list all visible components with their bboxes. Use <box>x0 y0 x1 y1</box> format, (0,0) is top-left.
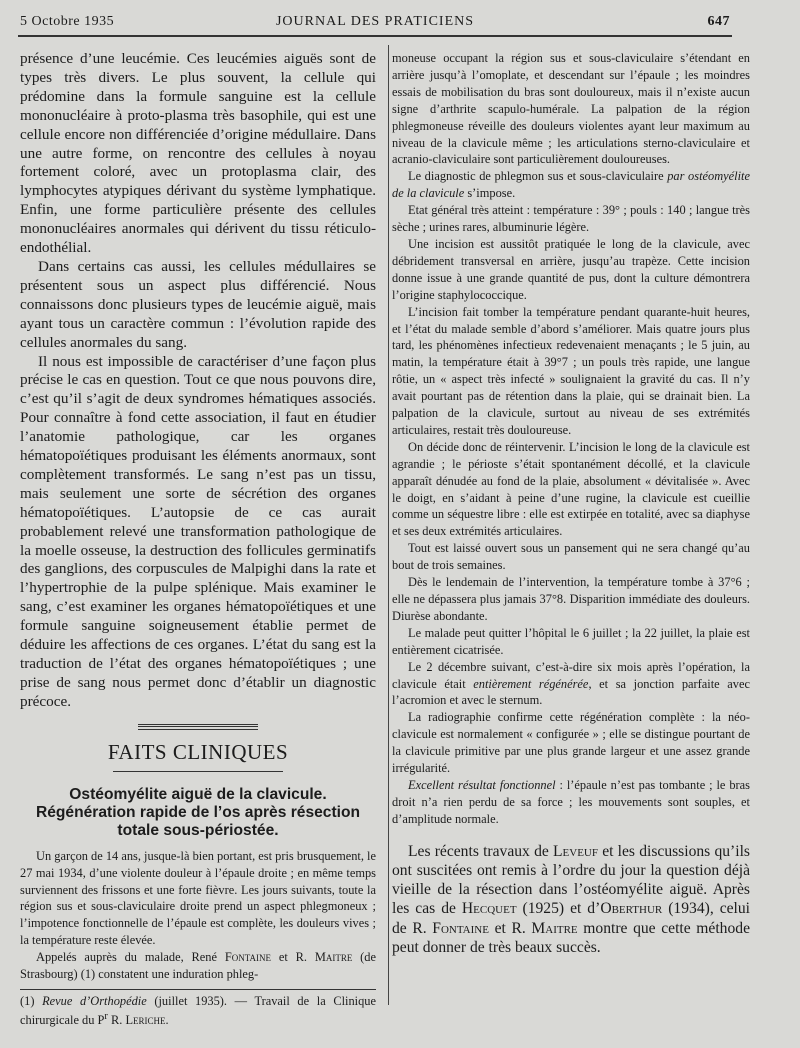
author-name: Oberthur <box>600 900 663 918</box>
paragraph: Il nous est impossible de caractériser d’une façon plus précise le cas en question. Tout ce que nous pouvons dire, c’est qu’il s’agit de deux syndromes hématiques associés. Pour connaître à fond cette association, il faut en étudier l’anatomie pathologique, car les organes hématopoïétiques produisant les éléments anormaux, sont complètement transformés. Le sang n’est pas un tissu, mais seulement une sorte de sécrétion des organes hématopoïétiques. L’autopsie de ce cas aurait probablement relevé une transformation pathologique de la moelle osseuse, la destruction des follicules germinatifs des ganglions, des corpuscules de Malpighi dans la rate et l’hypertrophie de la pulpe splénique. Mais examiner le sang, c’est examiner les organes hématopoïétiques et une formule sanguine soigneusement établie permet de déduire les affections de ces organes. L’état du sang est la traduction de l’état des organes hématopoïétiques ; une prise de sang nous permet donc d’établir un diagnostic précoce. <box>20 352 376 710</box>
issue-date: 5 Octobre 1935 <box>20 14 115 29</box>
section-ornament-line <box>138 729 258 730</box>
closing-paragraph: Les récents travaux de Leveuf et les discussions qu’ils ont suscitées ont remis à l’ordre du jour la question déjà vieille de la résection dans l’ostéomyélite aiguë. Après les cas de Hecquet (1925) et d’Oberthur (1934), celui de R. Fontaine et R. Maitre montre que cette méthode peut donner de très beaux succès. <box>392 842 750 956</box>
paragraph: Etat général très atteint : température : 39° ; pouls : 140 ; langue très sèche ; urines rares, albuminurie légère. <box>392 203 750 235</box>
footnote-rule <box>20 989 376 990</box>
footnote-text: (1) Revue d’Orthopédie (juillet 1935). — Travail de la Clinique chirurgicale du $P^r$ R. Leriche. <box>20 993 376 1028</box>
leucemia-text <box>20 50 376 712</box>
paragraph: Tout est laissé ouvert sous un pansement qui ne sera changé qu’au bout de trois semaines. <box>392 541 750 573</box>
paragraph: Excellent résultat fonctionnel : l’épaule n’est pas tombante ; le bras droit n’a rien perdu de sa force ; les mouvements sont souples, et d’amplitude normale. <box>392 777 750 826</box>
author-name: Hecquet <box>461 900 517 918</box>
paragraph: On décide donc de réintervenir. L’incision le long de la clavicule est agrandie ; le périoste s’était spontanément décollé, et la clavicule apparaît dénudée au fond de la plaie, absolument « dévitalisée ». Avec le doigt, en s’aidant à peine d’une rugine, la clavicule est cueillie comme un séquestre libre : elle est extirpée en totalité, avec sa diaphyse et ses deux extrémités articulaires. <box>392 439 750 539</box>
paragraph: L’incision fait tomber la température pendant quarante-huit heures, et l’état du malade semble d’abord s’améliorer. Mais quatre jours plus tard, les phénomènes infectieux redevenaient menaçants ; le 5 juin, au matin, la température était à 39°7 ; un pouls très rapide, une langue rôtie, un « aspect très infecté » soulignaient la gravité du cas. Il n’y avait pourtant pas de rétention dans la plaie, qui se drainait bien. La palpation de la clavicule, surtout au niveau de ses extrémités articulaires, restait très douloureuse. <box>392 304 750 437</box>
author-name: Fontaine <box>432 919 489 937</box>
paragraph: Le 2 décembre suivant, c’est-à-dire six mois après l’opération, la clavicule était entièrement régénérée, et sa jonction parfaite avec l’acromion et avec le sternum. <box>392 659 750 708</box>
paragraph: Le malade peut quitter l’hôpital le 6 juillet ; la 22 juillet, la plaie est entièrement cicatrisée. <box>392 625 750 657</box>
journal-title: JOURNAL DES PRATICIENS <box>275 14 475 29</box>
author-name: Maitre <box>531 919 578 937</box>
header-rule <box>18 35 732 37</box>
page-header <box>20 14 730 34</box>
page-number: 647 <box>707 14 730 29</box>
paragraph: Appelés auprès du malade, René Fontaine et R. Maitre (de Strasbourg) (1) constatent une induration phleg- <box>20 950 376 982</box>
paragraph: Dans certains cas aussi, les cellules médullaires se présentent sous un aspect plus différencié. Nous connaissons donc plusieurs types de leucémie aiguë, mais ayant tous un caractère commun : l’évolution rapide des cellules anormales du sang. <box>20 257 376 351</box>
paragraph: Une incision est aussitôt pratiquée le long de la clavicule, avec débridement transversal en arrière, jusqu’au trapèze. Cette incision donne issue à une grande quantité de pus, dont la culture démontrera l’origine staphylococcique. <box>392 236 750 302</box>
paragraph: La radiographie confirme cette régénération complète : la néo-clavicule est normalement « configurée » ; elle se distingue pourtant de la clavicule primitive par une plus grande largeur et une assez grande irrégularité. <box>392 710 750 776</box>
author-name: Leveuf <box>553 842 598 860</box>
footnote <box>20 994 376 1028</box>
section-title: FAITS CLINIQUES <box>107 739 289 764</box>
paragraph: Le diagnostic de phlegmon sus et sous-claviculaire par ostéomyélite de la clavicule s’impose. <box>392 169 750 201</box>
paragraph: Dès le lendemain de l’intervention, la température tombe à 37°6 ; elle ne dépassera plus jamais 37°8. Disparition immédiate des douleurs. Diurèse abondante. <box>392 575 750 623</box>
paragraph: présence d’une leucémie. Ces leucémies aiguës sont de types très divers. Le plus souvent, la cellule qui prédomine dans la formule sanguine est la cellule mononucléaire à proto-plasma très basophile, qui est une cellule encore non différenciée d’origine médullaire. Dans une autre forme, on rencontre des cellules à noyau fortement coloré, avec un protoplasma clair, des lymphocytes atypiques dérivant du système lymphatique. Enfin, une forme particulière présente des cellules mononucléaires anormales qui dérivent du tissu réticulo-endothélial. <box>20 50 376 257</box>
section-title-rule <box>113 771 283 772</box>
paragraph: Un garçon de 14 ans, jusque-là bien portant, est pris brusquement, le 27 mai 1934, d’une violente douleur à l’épaule droite ; en même temps surviennent des frissons et une forte fièvre. Les jours suivants, toute la région sus et sous-claviculaire droite prend un aspect phlegmoneux ; l’impotence fonctionnelle de l’épaule est complète, les douleurs vives ; la température reste élevée. <box>20 848 376 948</box>
article-body-start <box>20 848 376 983</box>
author-name: Maitre <box>314 950 353 965</box>
article-title: Ostéomyélite aiguë de la clavicule. Régénération rapide de l’os après résection totale sous-périostée. <box>35 785 361 839</box>
paragraph: moneuse occupant la région sus et sous-claviculaire s’étendant en arrière jusqu’à l’omoplate, et descendant sur l’épaule ; les moindres essais de mobilisation du bras sont douloureux, mais il n’existe aucun signe d’arthrite scapulo-humérale. La palpation de la région phlegmoneuse réveille des douleurs violentes ayant leur maximum au niveau de la clavicule même ; les articulations sterno-claviculaire et acranio-claviculaire sont particulièrement douloureuses. <box>392 51 750 167</box>
right-column <box>392 50 750 957</box>
case-report-continued <box>392 50 750 828</box>
section-ornament <box>138 724 258 727</box>
closing-commentary <box>392 842 750 957</box>
author-name: Fontaine <box>224 950 272 965</box>
column-divider <box>388 45 389 1005</box>
left-column <box>20 50 376 1028</box>
